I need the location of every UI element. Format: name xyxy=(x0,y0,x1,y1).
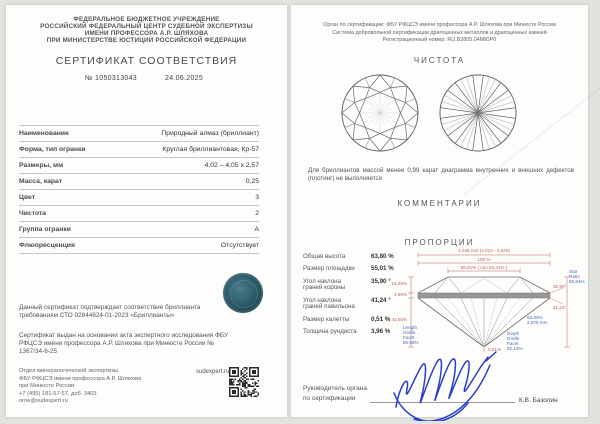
proportion-label: Угол наклона граней павильона xyxy=(303,296,355,311)
certification-body-header xyxy=(291,22,588,45)
diamond-crown-and-pavilion-diagrams xyxy=(291,67,588,159)
issuer-line: РОССИЙСКИЙ ФЕДЕРАЛЬНЫЙ ЦЕНТР СУДЕБНОЙ ЭКСПЕРТИЗЫ xyxy=(40,23,253,30)
clarity-heading: ЧИСТОТА xyxy=(413,56,466,65)
issuer-line: ИМЕНИ ПРОФЕССОРА А.Р. ШЛЯХОВА xyxy=(84,30,209,37)
proportion-label: Размер площадки xyxy=(303,265,355,273)
table-row xyxy=(19,141,259,157)
crown-angle-label: 35,90° xyxy=(553,284,567,289)
proportion-label: Размер калетты xyxy=(303,315,350,323)
attribute-label: Группа огранки xyxy=(19,226,71,233)
attribute-label: Форма, тип огранки xyxy=(19,146,86,153)
table-row xyxy=(19,205,259,221)
signer-role-line: Руководитель органа xyxy=(303,385,367,392)
proportion-value: 35,90 ° xyxy=(371,277,391,285)
attribute-label: Наименование xyxy=(19,130,69,137)
attribute-value: Отсутствует xyxy=(220,242,259,249)
attribute-value: Природный алмаз (бриллиант) xyxy=(161,130,259,137)
contact-line: при Минюсте России xyxy=(19,383,75,389)
attributes-table xyxy=(19,125,259,254)
contact-block xyxy=(19,368,141,406)
attribute-label: Масса, карат xyxy=(19,178,63,185)
conformity-statement: Данный сертификат подтверждает соответствие бриллианта требованиям СТО 02844624-01-2023 «Бриллианты» xyxy=(19,304,201,320)
attribute-value: 4,02 – 4,05 x 2,57 xyxy=(204,162,259,169)
proportion-value: 3,96 % xyxy=(371,328,391,336)
table-row xyxy=(19,157,259,173)
table-row xyxy=(19,221,259,237)
comments-heading: КОММЕНТАРИИ xyxy=(397,199,482,208)
cert-body-line: Система добровольной сертификации драгоценных металлов и драгоценных камней xyxy=(332,29,547,36)
website-label: sudexpert.ru xyxy=(196,369,230,375)
qr-code-icon xyxy=(229,367,259,397)
signer-name: К.В. Базолин xyxy=(519,397,558,404)
certificate-right-page xyxy=(291,5,588,417)
issuer-line: ПРИ МИНИСТЕРСТВЕ ЮСТИЦИИ РОССИЙСКОЙ ФЕДЕРАЦИИ xyxy=(46,37,247,44)
table-row xyxy=(19,173,259,189)
handwritten-signature xyxy=(386,349,526,421)
contact-line: orne@sudexpert.ru xyxy=(19,398,68,404)
diameter-label: 4,036 mm (4,023 - 4,049) xyxy=(458,248,510,253)
registration-number: Регистрационный номер: RU.В2805.04МЮР0 xyxy=(382,37,497,44)
signer-role-line: по сертификации xyxy=(303,395,356,402)
issuer-header xyxy=(6,16,287,44)
certificate-date: 24.06.2025 xyxy=(165,75,204,82)
contact-line: Отдел минералогической экспертизы xyxy=(19,368,119,374)
length-girdle-facet-label: Length Girdle Facet 80,58% xyxy=(403,325,419,345)
pavilion-depth-label: 43,55% xyxy=(391,317,407,322)
proportion-value: 55,01 % xyxy=(371,265,394,273)
issuer-line: ФЕДЕРАЛЬНОЕ БЮДЖЕТНОЕ УЧРЕЖДЕНИЕ xyxy=(73,16,220,23)
attribute-value: 2 xyxy=(255,210,259,217)
attribute-value: 3 xyxy=(255,194,259,201)
proportion-value: 0,51 % xyxy=(371,315,391,323)
certificate-title: СЕРТИФИКАТ СООТВЕТСТВИЯ xyxy=(55,55,238,67)
contact-line: +7 (495) 181-57-57, доб. 3403 xyxy=(19,390,97,397)
contact-line: ФБУ РФЦСЭ имени профессора А.Р. Шляхова xyxy=(19,375,142,382)
table-row xyxy=(19,237,259,254)
depth-girdle-facet-label: Depth Girdle Facet 82,15% xyxy=(507,331,523,351)
attribute-label: Флюоресценция xyxy=(19,242,75,249)
proportion-value: 41,24 ° xyxy=(371,296,391,304)
certificate-left-page xyxy=(6,5,287,417)
basis-statement: Сертификат выдан на основании акта экспертного исследования ФБУ РФЦСЭ имени профессора А.Р. Шляхова при Минюсте России № 1367/34-6-25 xyxy=(19,332,229,356)
proportion-label: Общая высота xyxy=(303,253,346,260)
total-depth-label: 63,80% 2,575 mm xyxy=(527,315,548,325)
proportion-label: Толщина рундиста xyxy=(303,328,357,336)
attribute-label: Размеры, мм xyxy=(19,162,64,169)
pavilion-angle-label: 41,24° xyxy=(553,305,567,310)
attribute-value: Круглая бриллиантовая, Кр-57 xyxy=(162,146,259,153)
culet-size-label: 0,51% xyxy=(488,347,502,352)
attribute-label: Цвет xyxy=(19,194,36,201)
star-ratio-label: Star Ratio 50,94% xyxy=(569,269,585,284)
table-row xyxy=(19,125,259,141)
attribute-label: Чистота xyxy=(19,210,47,217)
proportion-value: 63,80 % xyxy=(371,253,394,260)
proportion-label: Угол наклона граней короны xyxy=(303,277,346,292)
attribute-value: А xyxy=(254,226,259,233)
girdle-thickness-label: 3,96% xyxy=(393,292,407,297)
width-percent-label: 100 % xyxy=(477,256,491,262)
clarity-note: Для бриллиантов массой менее 0,99 карат диаграмма внутренних и внешних дефектов (плотинг) не выполняется xyxy=(308,167,574,183)
table-row xyxy=(19,189,259,205)
cert-body-line: Орган по сертификации: ФБУ РФЦСЭ имени профессора А.Р. Шляхова при Минюсте России xyxy=(323,22,556,28)
proportions-heading: ПРОПОРЦИИ xyxy=(404,238,475,247)
attribute-value: 0,25 xyxy=(245,178,259,185)
certificate-number: № 1050313043 xyxy=(85,75,137,82)
table-percent-label: 55,01% ( min 54,41% ) xyxy=(460,264,508,270)
crown-height-label: 16,29% xyxy=(391,281,407,286)
